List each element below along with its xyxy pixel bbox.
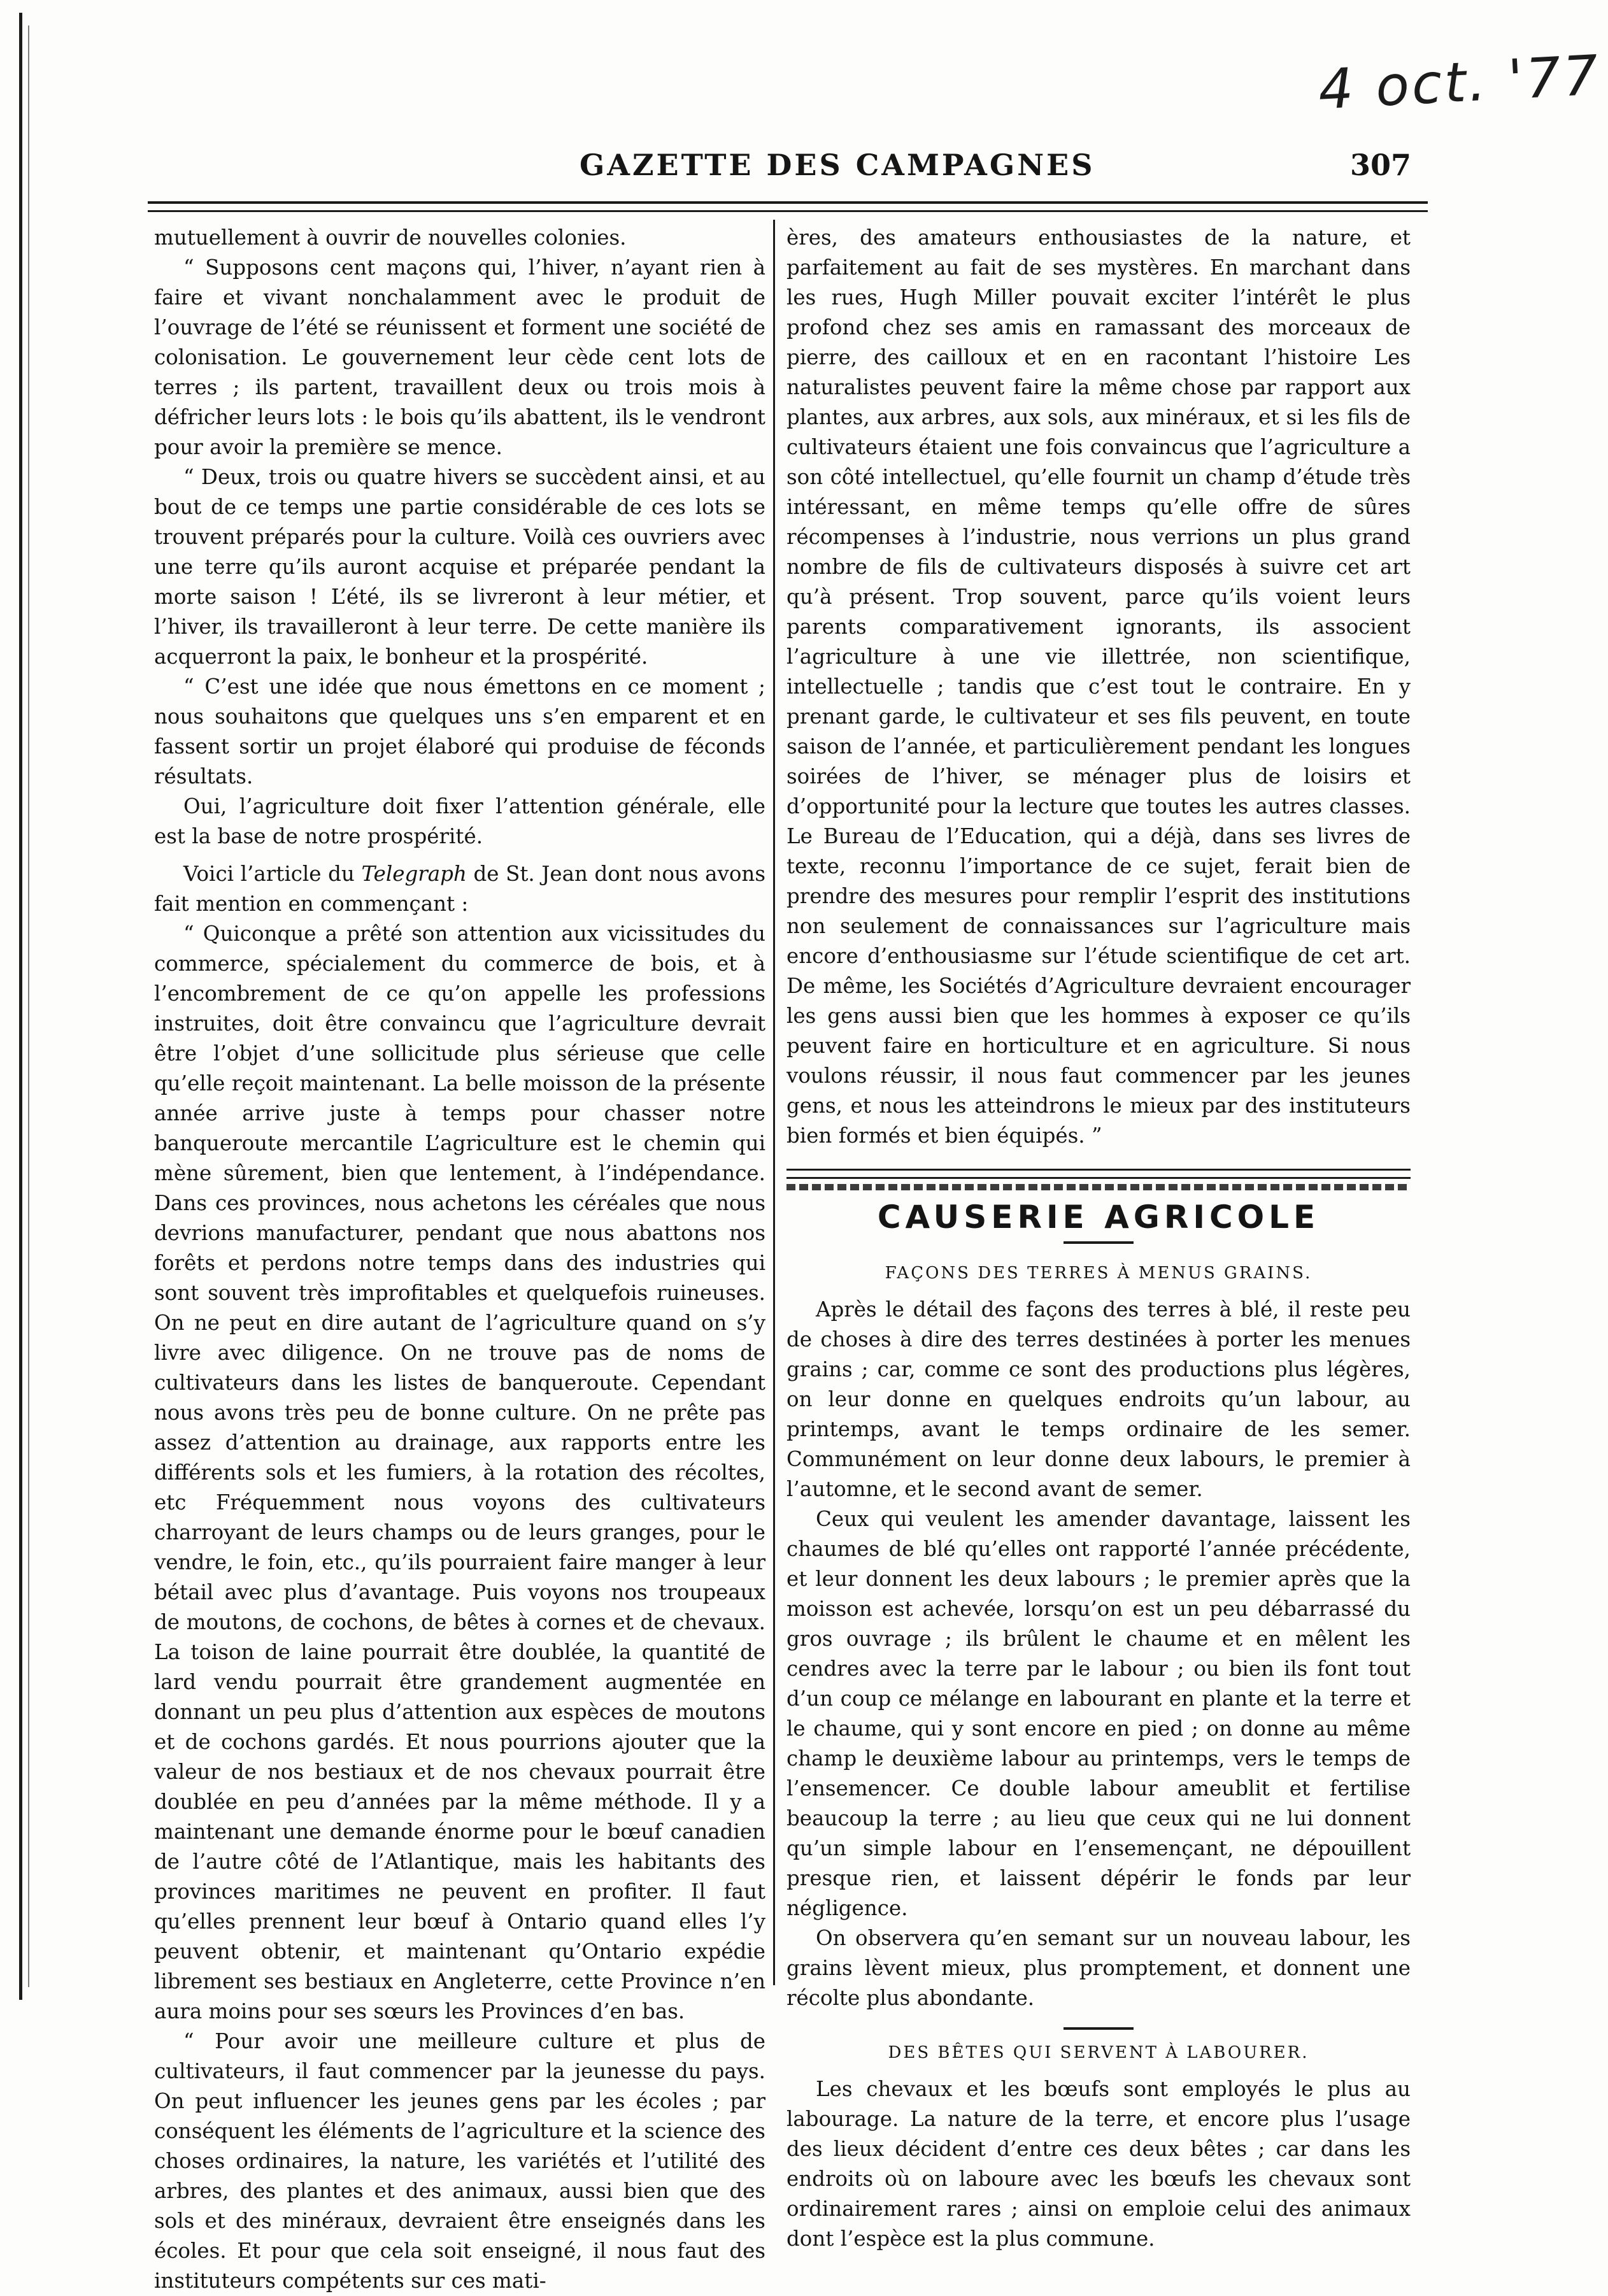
telegraph-intro-after: de St. Jean dont nous avons fait mention en commençant :	[154, 862, 765, 916]
header-rule-top	[148, 201, 1428, 204]
title-underline	[1064, 1241, 1134, 1244]
paragraph: ères, des amateurs enthousiastes de la nature, et parfaitement au fait de ses mystères. En marchant dans les rues, Hugh Miller pouvait exciter l’intérêt le plus profond chez ses amis en ramassant des morceaux de pierre, des cailloux et en en racontant l’histoire Les naturalistes peuvent faire la même chose par rapport aux plantes, aux arbres, aux sols, aux minéraux, et si les fils de cultivateurs étaient une fois convaincus que l’agriculture a son côté intellectuel, qu’elle fournit un champ d’étude très intéressant, en même temps qu’elle offre de sûres récompenses à l’industrie, nous verrions un plus grand nombre de fils de cultivateurs disposés à suivre cet art qu’à présent. Trop souvent, parce qu’ils voient leurs parents comparativement ignorants, ils associent l’agriculture à une vie illettrée, non scientifique, intellectuelle ; tandis que c’est tout le contraire. En y prenant garde, le cultivateur et ses fils peuvent, en toute saison de l’année, et particulièrement pendant les longues soirées de l’hiver, se ménager plus de loisirs et d’opportunité pour la lecture que toutes les autres classes. Le Bureau de l’Education, qui a déjà, dans ses livres de texte, reconnu l’importance de ce sujet, ferait bien de prendre des mesures pour remplir l’esprit des institutions non seulement de connaissances sur l’agriculture mais encore d’enthousiasme sur l’étude scientifique de cet art. De même, les Sociétés d’Agriculture devraient encourager les gens aussi bien que les hommes à exposer ce qu’ils peuvent faire en horticulture et en agriculture. Si nous voulons réussir, il nous faut commencer par les jeunes gens, et nous les atteindrons le mieux par des instituteurs bien formés et bien équipés. ”	[786, 225, 1411, 1148]
telegraph-intro-before: Voici l’article du	[183, 862, 362, 886]
paragraph: “ Pour avoir une meilleure culture et plus de cultivateurs, il faut commencer par la jeunesse du pays. On peut influencer les jeunes gens par les écoles ; par conséquent les éléments de l’agriculture et la science des choses ordinaires, la nature, les variétés et l’utilité des arbres, des plantes et des animaux, aussi bien que des sols et des minéraux, devraient être enseignés dans les écoles. Et pour que cela soit enseigné, il nous faut des instituteurs compétents sur ces mati-	[154, 2029, 765, 2293]
paragraph: “ C’est une idée que nous émettons en ce moment ; nous souhaitons que quelques uns s’en emparent et en fassent sortir un projet élaboré qui produise de féconds résultats.	[154, 674, 765, 788]
section-divider-rule	[786, 1169, 1411, 1179]
paragraph: mutuellement à ouvrir de nouvelles colonies.	[154, 225, 627, 250]
subheading-betes-labourer: DES BÊTES QUI SERVENT À LABOURER.	[888, 2043, 1309, 2062]
paragraph: “ Deux, trois ou quatre hivers se succèdent ainsi, et au bout de ce temps une partie considérable de ces lots se trouvent préparés pour la culture. Voilà ces ouvriers avec une terre qu’ils auront acquise et préparée pendant la morte saison ! L’été, ils se livreront à leur métier, et l’hiver, ils travailleront à leur terre. De cette manière ils acquerront la paix, le bonheur et la prospérité.	[154, 465, 765, 669]
paragraph: Oui, l’agriculture doit fixer l’attention générale, elle est la base de notre prospérité.	[154, 794, 765, 848]
page-header-title: GAZETTE DES CAMPAGNES	[580, 148, 1095, 182]
telegraph-title: Telegraph	[361, 862, 467, 886]
paragraph: “ Supposons cent maçons qui, l’hiver, n’ayant rien à faire et vivant nonchalamment avec le produit de l’ouvrage de l’été se réunissent et forment une société de colonisation. Le gouvernement leur cède cent lots de terres ; ils partent, travaillent deux ou trois mois à défricher leurs lots : le bois qu’ils abattent, ils le vendront pour avoir la première se mence.	[154, 255, 765, 459]
paragraph: “ Quiconque a prêté son attention aux vicissitudes du commerce, spécialement du commerce de bois, et à l’encombrement de ce qu’on appelle les professions instruites, doit être convaincu que l’agriculture devrait être l’objet d’une sollicitude plus sérieuse que celle qu’elle reçoit maintenant. La belle moisson de la présente année arrive juste à temps pour chasser notre banqueroute mercantile L’agriculture est le chemin qui mène sûrement, bien que lentement, à l’indépendance. Dans ces provinces, nous achetons les céréales que nous devrions manufacturer, pendant que nous abattons nos forêts et perdons notre temps dans des industries qui sont souvent très improfitables et quelquefois ruineuses. On ne peut en dire autant de l’agriculture quand on s’y livre avec diligence. On ne trouve pas de noms de cultivateurs dans les listes de banqueroute. Cependant nous avons très peu de bonne culture. On ne prête pas assez d’attention au drainage, aux rapports entre les différents sols et les fumiers, à la rotation des récoltes, etc Fréquemment nous voyons des cultivateurs charroyant de leurs champs ou de leurs granges, pour le vendre, le foin, etc., qu’ils pourraient faire manger à leur bétail avec plus d’avantage. Puis voyons nos troupeaux de moutons, de cochons, de bêtes à cornes et de chevaux. La toison de laine pourrait être doublée, la quantité de lard vendu pourrait être grandement augmentée en donnant un peu plus d’attention aux espèces de moutons et de cochons gardés. Et nous pourrions ajouter que la valeur de nos bestiaux et de nos chevaux pourrait être doublée en peu d’années par la même méthode. Il y a maintenant une demande énorme pour le bœuf canadien de l’autre côté de l’Atlantique, mais les habitants des provinces maritimes ne peuvent en profiter. Il faut qu’elles prennent leur bœuf à Ontario quand elles l’y peuvent obtenir, et maintenant qu’Ontario expédie librement ses bestiaux en Angleterre, cette Province n’en aura moins pour ses sœurs les Provinces d’en bas.	[154, 922, 765, 2023]
paragraph: On observera qu’en semant sur un nouveau labour, les grains lèvent mieux, plus promptement, et donnent une récolte plus abondante.	[786, 1926, 1411, 2010]
paragraph: Après le détail des façons des terres à blé, il reste peu de choses à dire des terres destinées à porter les menues grains ; car, comme ce sont des productions plus légères, on leur donne en quelques endroits qu’un labour, au printemps, avant le temps ordinaire de les semer. Communément on leur donne deux labours, le premier à l’automne, et le second avant de semer.	[786, 1297, 1411, 1501]
subsection-rule	[1064, 2027, 1134, 2030]
right-column	[786, 223, 1411, 2254]
paragraph: Ceux qui veulent les amender davantage, laissent les chaumes de blé qu’elles ont rapporté l’année précédente, et leur donnent les deux labours ; le premier après que la moisson est achevée, lorsqu’on est un peu débarrassé du gros ouvrage ; ils brûlent le chaume et en mêlent les cendres avec la terre par le labour ; ou bien ils font tout d’un coup ce mélange en labourant en plante et la terre et le chaume, qui y sont encore en pied ; on donne au même champ le deuxième labour au printemps, vers le temps de l’ensemencer. Ce double labour ameublit et fertilise beaucoup la terre ; au lieu que ceux qui ne lui donnent qu’un simple labour en l’ensemençant, ne dépouillent presque rien, et laissent dépérir le fonds par leur négligence.	[786, 1507, 1411, 1920]
page-spine-edge	[19, 13, 22, 2000]
column-divider	[773, 220, 775, 1985]
paragraph: Les chevaux et les bœufs sont employés le plus au labourage. La nature de la terre, et encore plus l’usage des lieux décident d’entre ces deux bêtes ; car dans les endroits où on laboure avec les bœufs les chevaux sont ordinairement rares ; ainsi on emploie celui des animaux dont l’espèce est la plus commune.	[786, 2077, 1411, 2251]
handwritten-note: 4 oct. '77	[1316, 43, 1602, 122]
page-number: 307	[1350, 148, 1412, 182]
section-title: CAUSERIE AGRICOLE	[877, 1199, 1320, 1236]
page-spine-edge-inner	[28, 25, 29, 1987]
header-rule-bottom	[148, 210, 1428, 212]
left-column	[154, 223, 765, 2296]
section-divider-ornament	[786, 1184, 1411, 1190]
subheading-menus-grains: FAÇONS DES TERRES À MENUS GRAINS.	[885, 1264, 1313, 1283]
telegraph-intro-paragraph	[154, 859, 765, 919]
